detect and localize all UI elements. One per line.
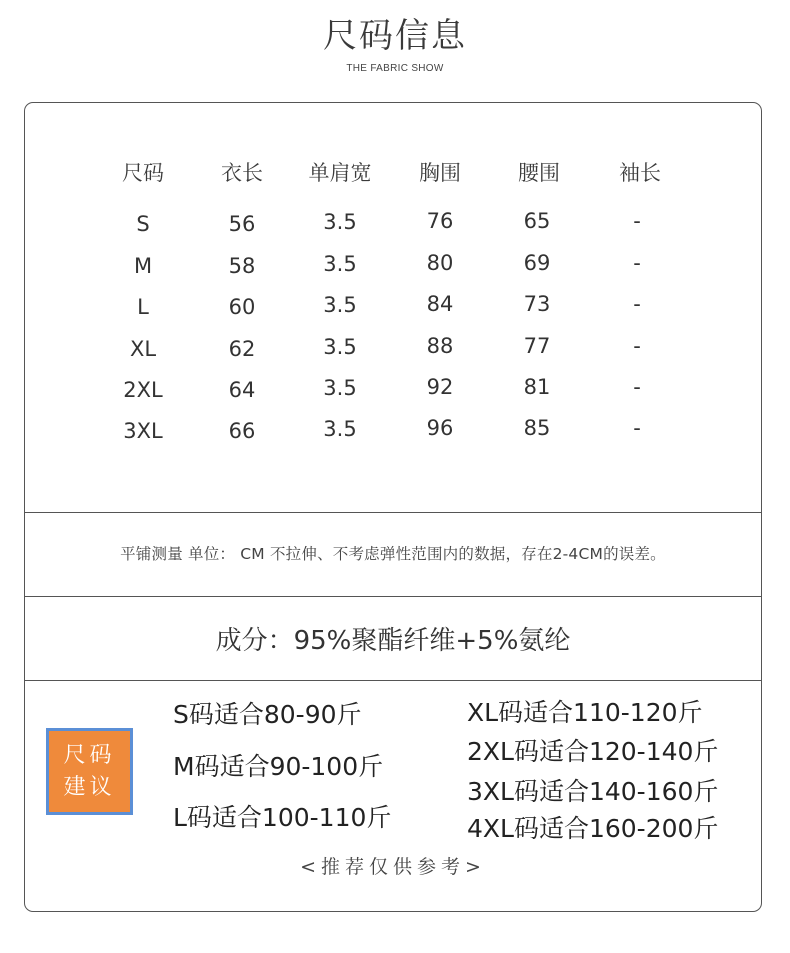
divider-material xyxy=(24,680,762,681)
table-cell: 62 xyxy=(228,337,256,361)
recommendation-item: 2XL码适合120-140斤 xyxy=(467,737,719,766)
recommendation-item: M码适合90-100斤 xyxy=(173,752,384,781)
table-cell: 58 xyxy=(228,254,256,278)
table-cell: - xyxy=(633,209,641,233)
table-cell: 3.5 xyxy=(323,376,357,400)
page-title: 尺码信息 xyxy=(323,16,467,56)
table-cell: M xyxy=(133,254,153,278)
table-cell: 92 xyxy=(426,375,454,399)
table-cell: - xyxy=(633,416,641,440)
table-cell: - xyxy=(633,375,641,399)
page-subtitle: THE FABRIC SHOW xyxy=(346,63,444,74)
table-cell: 88 xyxy=(426,334,454,358)
table-cell: 2XL xyxy=(123,378,163,402)
table-cell: 77 xyxy=(523,334,551,358)
size-advice-badge xyxy=(46,728,133,815)
table-cell: 3.5 xyxy=(323,293,357,317)
table-cell: 3XL xyxy=(123,419,163,443)
table-cell: 76 xyxy=(426,209,454,233)
table-cell: 85 xyxy=(523,416,551,440)
measurement-note: 平铺测量 单位： CM 不拉伸、不考虑弹性范围内的数据，存在2-4CM的误差。 xyxy=(120,545,666,563)
divider-note xyxy=(24,596,762,597)
table-cell: - xyxy=(633,292,641,316)
divider-table xyxy=(24,512,762,513)
table-cell: 60 xyxy=(228,295,256,319)
table-cell: 69 xyxy=(523,251,551,275)
badge-line-1: 尺码 xyxy=(63,742,116,768)
table-cell: 73 xyxy=(523,292,551,316)
header-waist: 腰围 xyxy=(518,161,560,185)
header-chest: 胸围 xyxy=(419,161,461,185)
recommendation-item: L码适合100-110斤 xyxy=(173,803,392,832)
table-cell: 84 xyxy=(426,292,454,316)
header-size: 尺码 xyxy=(122,161,164,185)
reference-only-note: <推荐仅供参考> xyxy=(300,856,486,878)
table-cell: 3.5 xyxy=(323,210,357,234)
header-length: 衣长 xyxy=(221,161,263,185)
table-cell: 65 xyxy=(523,209,551,233)
table-cell: 56 xyxy=(228,212,256,236)
recommendation-item: 4XL码适合160-200斤 xyxy=(467,814,719,843)
badge-line-2: 建议 xyxy=(63,774,116,800)
table-cell: 3.5 xyxy=(323,335,357,359)
table-cell: 64 xyxy=(228,378,256,402)
material-composition: 成分：95%聚酯纤维+5%氨纶 xyxy=(215,626,571,656)
table-cell: - xyxy=(633,251,641,275)
table-cell: 96 xyxy=(426,416,454,440)
header-sleeve: 袖长 xyxy=(619,161,661,185)
table-cell: 66 xyxy=(228,419,256,443)
table-cell: 81 xyxy=(523,375,551,399)
recommendation-item: S码适合80-90斤 xyxy=(173,700,362,729)
table-cell: - xyxy=(633,334,641,358)
table-cell: 3.5 xyxy=(323,252,357,276)
table-cell: 3.5 xyxy=(323,417,357,441)
recommendation-item: 3XL码适合140-160斤 xyxy=(467,777,719,806)
recommendation-item: XL码适合110-120斤 xyxy=(467,698,703,727)
table-cell: 80 xyxy=(426,251,454,275)
table-cell: L xyxy=(137,295,149,319)
header-shoulder: 单肩宽 xyxy=(308,161,372,185)
table-cell: XL xyxy=(129,337,157,361)
table-cell: S xyxy=(136,212,150,236)
